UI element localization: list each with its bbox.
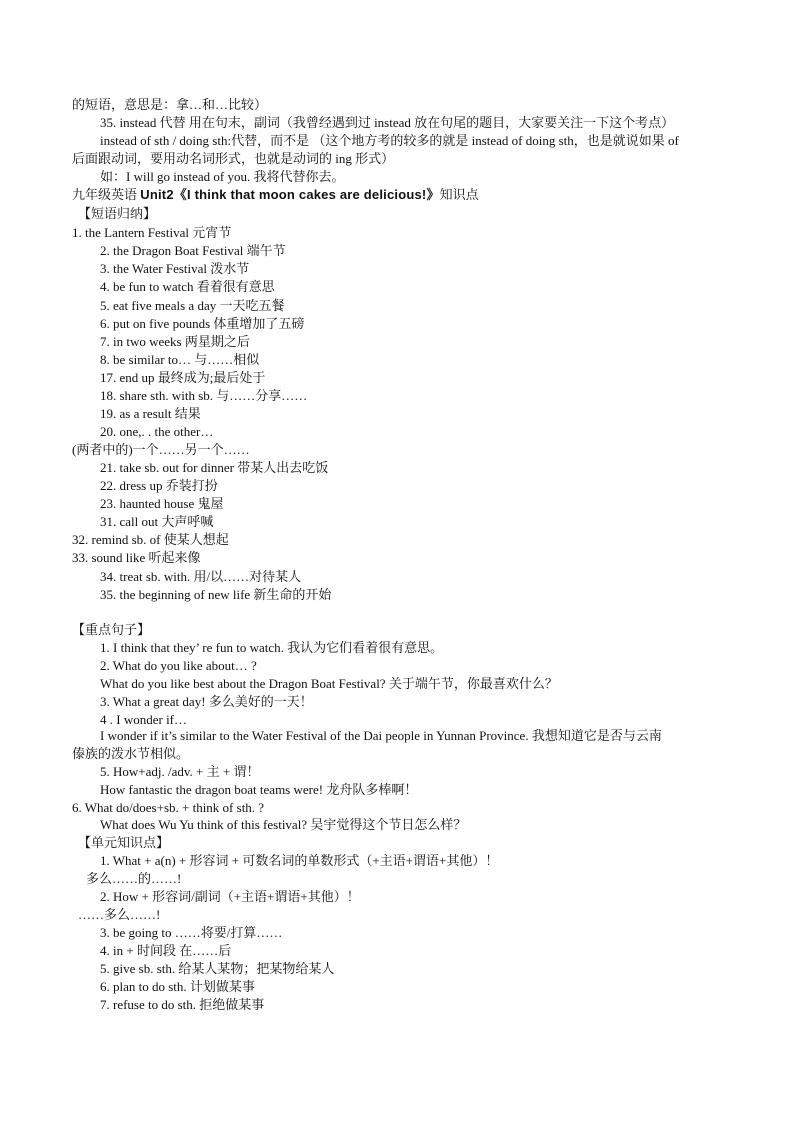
unit-point-item: 4. in + 时间段 在……后	[100, 943, 232, 958]
phrase-item: 8. be similar to… 与……相似	[100, 352, 260, 367]
phrase-item: 32. remind sb. of 使某人想起	[72, 532, 229, 547]
phrase-item: 21. take sb. out for dinner 带某人出去吃饭	[100, 460, 329, 475]
phrase-item: 17. end up 最终成为;最后处于	[100, 370, 266, 385]
unit-point-item: 7. refuse to do sth. 拒绝做某事	[100, 997, 265, 1012]
phrase-item: 23. haunted house 鬼屋	[100, 496, 224, 511]
unit-title-suffix: 知识点	[439, 187, 479, 202]
unit-point-item: 2. How + 形容词/副词（+主语+谓语+其他）！	[100, 889, 360, 904]
phrase-item: 19. as a result 结果	[100, 406, 201, 421]
sentence-item: 傣族的泼水节相似。	[72, 746, 190, 761]
phrase-item: 20. one,. . the other…	[100, 424, 214, 439]
section-heading-phrases: 【短语归纳】	[78, 206, 157, 221]
phrase-note: instead of sth / doing sth:代替，而不是 （这个地方考的较多的就是 instead of doing sth，也是就说如果 of	[100, 133, 679, 148]
unit-point-item: 1. What + a(n) + 形容词 + 可数名词的单数形式（+主语+谓语+其他）！	[100, 853, 499, 868]
unit-point-item: 3. be going to ……将要/打算……	[100, 925, 283, 940]
section-heading-sentences: 【重点句子】	[72, 622, 151, 637]
phrase-item: 3. the Water Festival 泼水节	[100, 261, 250, 276]
phrase-item: 7. in two weeks 两星期之后	[100, 334, 250, 349]
phrase-item: 2. the Dragon Boat Festival 端午节	[100, 243, 286, 258]
phrase-item: 31. call out 大声呼喊	[100, 514, 214, 529]
sentence-item: What does Wu Yu think of this festival? 吴宇觉得这个节日怎么样？	[100, 817, 467, 832]
section-heading-unit-points: 【单元知识点】	[78, 835, 170, 850]
sentence-item: I wonder if it’s similar to the Water Festival of the Dai people in Yunnan Province. 我想知道它是否与云南	[100, 728, 662, 743]
unit-point-item: 5. give sb. sth. 给某人某物；把某物给某人	[100, 961, 335, 976]
intro-line: 的短语，意思是：拿…和…比较）	[72, 97, 268, 112]
unit-title	[72, 186, 479, 204]
sentence-item: 4 . I wonder if…	[100, 712, 188, 727]
phrase-item: (两者中的)一个……另一个……	[72, 442, 250, 457]
phrase-item: 34. treat sb. with. 用/以……对待某人	[100, 569, 302, 584]
phrase-item: 18. share sth. with sb. 与……分享……	[100, 388, 308, 403]
unit-title-bold: Unit2《I think that moon cakes are delicious!》	[140, 187, 440, 202]
phrase-item: 22. dress up 乔装打扮	[100, 478, 218, 493]
sentence-item: 2. What do you like about… ?	[100, 658, 257, 673]
unit-point-item: 6. plan to do sth. 计划做某事	[100, 979, 255, 994]
sentence-item: What do you like best about the Dragon Boat Festival? 关于端午节，你最喜欢什么？	[100, 676, 558, 691]
example-sentence: 如：I will go instead of you. 我将代替你去。	[100, 169, 345, 184]
sentence-item: 5. How+adj. /adv. + 主 + 谓！	[100, 764, 260, 779]
unit-point-item: 多么……的……!	[86, 871, 182, 886]
phrase-item: 5. eat five meals a day 一天吃五餐	[100, 298, 285, 313]
sentence-item: 1. I think that they’ re fun to watch. 我认为它们看着很有意思。	[100, 640, 444, 655]
sentence-item: 6. What do/does+sb. + think of sth. ?	[72, 800, 265, 815]
sentence-item: How fantastic the dragon boat teams were! 龙舟队多棒啊！	[100, 782, 418, 797]
sentence-item: 3. What a great day! 多么美好的一天！	[100, 694, 313, 709]
phrase-note: 后面跟动词，要用动名词形式，也就是动词的 ing 形式）	[72, 151, 395, 166]
unit-point-item: ……多么……!	[78, 907, 161, 922]
phrase-item: 35. instead 代替 用在句末，副词（我曾经遇到过 instead 放在句尾的题目，大家要关注一下这个考点）	[100, 115, 675, 130]
phrase-item: 6. put on five pounds 体重增加了五磅	[100, 316, 305, 331]
unit-title-prefix: 九年级英语	[72, 187, 141, 202]
phrase-item: 4. be fun to watch 看着很有意思	[100, 279, 275, 294]
phrase-item: 33. sound like 听起来像	[72, 550, 201, 565]
phrase-item: 1. the Lantern Festival 元宵节	[72, 225, 232, 240]
phrase-item: 35. the beginning of new life 新生命的开始	[100, 587, 332, 602]
